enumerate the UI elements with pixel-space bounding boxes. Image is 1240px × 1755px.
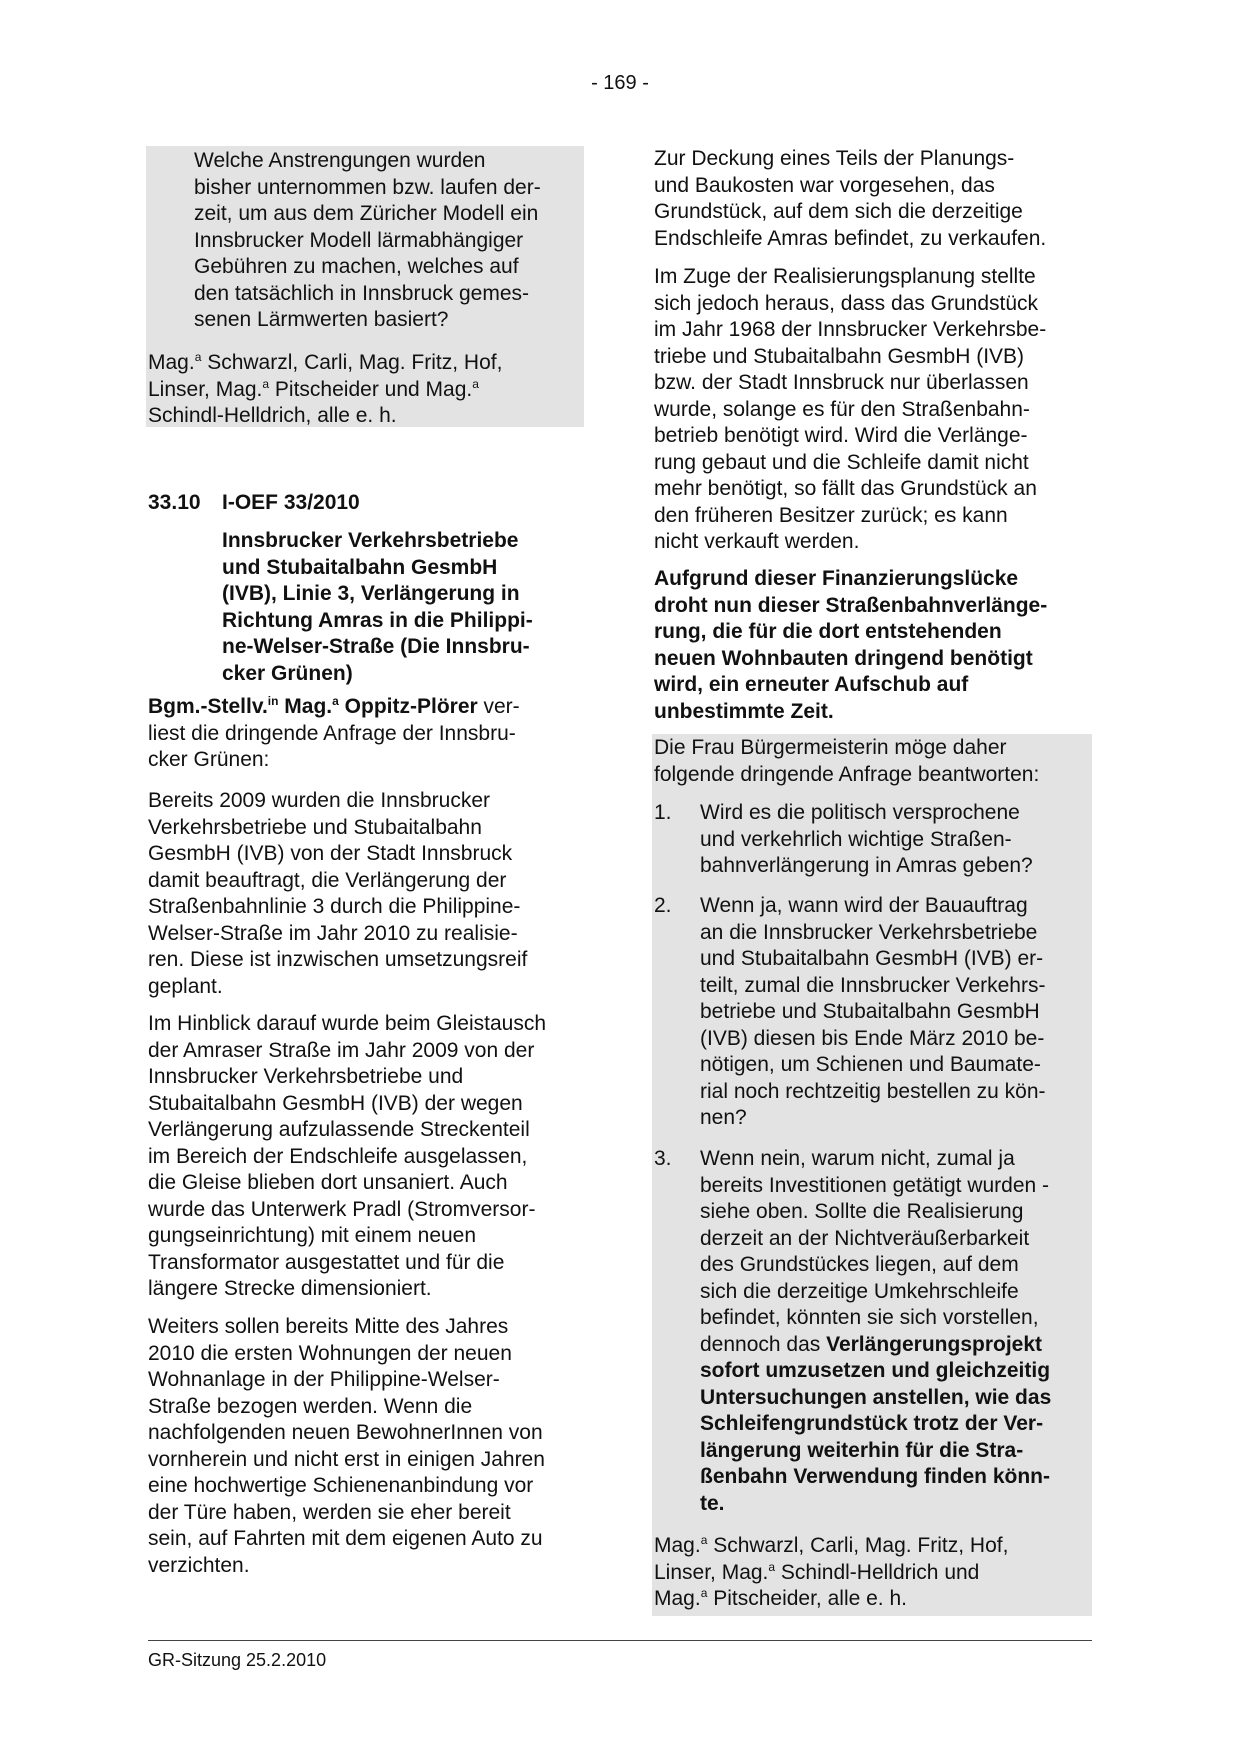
- text-line: teilt, zumal die Innsbrucker Verkehrs-: [700, 973, 1046, 997]
- text-line: und Stubaitalbahn GesmbH (IVB) er-: [700, 947, 1044, 970]
- text-line: ne-Welser-Straße (Die Innsbru-: [222, 635, 530, 658]
- text-line: Wohnanlage in der Philippine-Welser-: [148, 1368, 500, 1391]
- right-paragraph-2: [654, 264, 1046, 556]
- text-line: neuen Wohnbauten dringend benötigt: [654, 646, 1033, 670]
- text-line: wurde, solange es für den Straßenbahn-: [654, 397, 1030, 421]
- text-line: Wenn nein, warum nicht, zumal ja: [700, 1147, 1015, 1170]
- text-line: der Türe haben, werden sie eher bereit: [148, 1500, 511, 1524]
- text-line: an die Innsbrucker Verkehrsbetriebe: [700, 920, 1038, 944]
- text-line: unbestimmte Zeit.: [654, 699, 834, 723]
- text-line: des Grundstückes liegen, auf dem: [700, 1253, 1019, 1276]
- speaker-intro: Bgm.-Stellv.$^{in}$ Mag.$^a$ Oppitz-Plörer ver- liest die dringende Anfrage der Innsbru- cker Grünen:: [148, 694, 520, 771]
- text-line: und verkehrlich wichtige Straßen-: [700, 827, 1012, 851]
- text-line: geplant.: [148, 974, 223, 998]
- text-line: vornherein und nicht erst in einigen Jahren: [148, 1447, 545, 1471]
- text-line: sofort umzusetzen und gleichzeitig: [700, 1359, 1051, 1382]
- text-line: mehr benötigt, so fällt das Grundstück an: [654, 477, 1037, 500]
- question-2: 2. Wenn ja, wann wird der Bauauftrag an die Innsbrucker Verkehrsbetriebe und Stubaitalbahn GesmbH (IVB) er- teilt, zumal die Innsbrucker Verkehrs- betriebe und Stubaitalbahn GesmbH (IVB) diesen bis Ende März 2010 be- nötigen, um Schienen und Baumate- rial noch rechtzeitig bestellen zu kön- nen?: [654, 893, 1084, 1132]
- text-line: bereits Investitionen getätigt wurden -: [700, 1173, 1050, 1197]
- text-line: Untersuchungen anstellen, wie das: [700, 1385, 1052, 1409]
- question-text: [194, 148, 541, 334]
- text-line: und Stubaitalbahn GesmbH: [222, 555, 498, 579]
- text-line: den tatsächlich in Innsbruck gemes-: [194, 281, 530, 305]
- text-line: ren. Diese ist inzwischen umsetzungsreif: [148, 948, 528, 971]
- text-line: Innsbrucker Modell lärmabhängiger: [194, 228, 524, 252]
- footer-text: GR-Sitzung 25.2.2010: [148, 1650, 327, 1670]
- text-line: wurde das Unterwerk Pradl (Stromversor-: [148, 1197, 536, 1221]
- paragraph-1: [148, 788, 527, 1000]
- text-line: Innsbrucker Verkehrsbetriebe: [222, 529, 519, 552]
- text-line: bisher unternommen bzw. laufen der-: [194, 175, 541, 199]
- text-line: verzichten.: [148, 1553, 250, 1577]
- question-3: 3. Wenn nein, warum nicht, zumal ja bereits Investitionen getätigt wurden - siehe oben. Sollte die Realisierung derzeit an der Nichtveräußerbarkeit des Grundstückes liegen, auf dem sich die derzeitige Umkehrschleife befindet, könnten sie sich vorstellen, dennoch das Verlängerungsprojekt sofort umzusetzen und gleichzeitig Untersuchungen anstellen, wie das Schleifengrundstück trotz der Ver- längerung weiterhin für die Stra- ßenbahn Verwendung finden könn- te.: [654, 1146, 1084, 1517]
- text-line: (IVB) diesen bis Ende März 2010 be-: [700, 1026, 1045, 1050]
- text-line: bahnverlängerung in Amras geben?: [700, 854, 1033, 877]
- text-line: Im Zuge der Realisierungsplanung stellte: [654, 265, 1036, 288]
- text-line: längerung weiterhin für die Stra-: [700, 1438, 1024, 1462]
- text-line: cker Grünen): [222, 661, 353, 685]
- text-line: rung, die für die dort entstehenden: [654, 620, 1002, 643]
- text-line: gungseinrichtung) mit einem neuen: [148, 1224, 477, 1247]
- text-line: Straßenbahnlinie 3 durch die Philippine-: [148, 895, 521, 918]
- text-line: Richtung Amras in die Philippi-: [222, 608, 533, 632]
- text-line: sich die derzeitige Umkehrschleife: [700, 1279, 1019, 1303]
- text-line: Im Hinblick darauf wurde beim Gleistausch: [148, 1012, 546, 1035]
- text-line: folgende dringende Anfrage beantworten:: [654, 762, 1040, 786]
- text-line: sein, auf Fahrten mit dem eigenen Auto zu: [148, 1527, 543, 1550]
- signers-right: Mag.$^a$ Schwarzl, Carli, Mag. Fritz, Hof, Linser, Mag.$^a$ Schindl-Helldrich und Mag.$^a$ Pitscheider, alle e. h.: [654, 1533, 1009, 1610]
- text-line: Stubaitalbahn GesmbH (IVB) der wegen: [148, 1091, 523, 1115]
- text-line: Aufgrund dieser Finanzierungslücke: [654, 567, 1019, 590]
- text-line: nötigen, um Schienen und Baumate-: [700, 1053, 1041, 1076]
- text-line: den früheren Besitzer zurück; es kann: [654, 503, 1008, 527]
- section-number: 33.10: [148, 491, 201, 514]
- text-line: die Gleise blieben dort unsaniert. Auch: [148, 1171, 508, 1194]
- text-line: te.: [700, 1491, 725, 1515]
- text-line: Die Frau Bürgermeisterin möge daher: [654, 736, 1007, 759]
- text-line: Welser-Straße im Jahr 2010 zu realisie-: [148, 921, 518, 945]
- text-line: Gebühren zu machen, welches auf: [194, 255, 519, 278]
- text-line: Transformator ausgestattet und für die: [148, 1250, 505, 1274]
- text-line: rial noch rechtzeitig bestellen zu kön-: [700, 1079, 1046, 1103]
- text-line: Grundstück, auf dem sich die derzeitige: [654, 200, 1023, 223]
- text-line: bzw. der Stadt Innsbruck nur überlassen: [654, 371, 1029, 394]
- text-line: Verkehrsbetriebe und Stubaitalbahn: [148, 815, 482, 839]
- text-line: betrieb benötigt wird. Wird die Verlänge-: [654, 424, 1028, 447]
- text-line: betriebe und Stubaitalbahn GesmbH: [700, 1000, 1040, 1023]
- text-line: Innsbrucker Verkehrsbetriebe und: [148, 1065, 464, 1088]
- text-line: der Amraser Straße im Jahr 2009 von der: [148, 1038, 535, 1062]
- text-line: Schleifengrundstück trotz der Ver-: [700, 1412, 1044, 1435]
- text-line: Bereits 2009 wurden die Innsbrucker: [148, 789, 491, 812]
- text-line: GesmbH (IVB) von der Stadt Innsbruck: [148, 842, 513, 865]
- text-line: Verlängerung aufzulassende Streckenteil: [148, 1118, 530, 1141]
- text-line: ßenbahn Verwendung finden könn-: [700, 1465, 1050, 1488]
- text-line: nachfolgenden neuen BewohnerInnen von: [148, 1421, 543, 1444]
- text-line: zeit, um aus dem Züricher Modell ein: [194, 202, 539, 225]
- paragraph-2: [148, 1011, 546, 1303]
- text-line: siehe oben. Sollte die Realisierung: [700, 1200, 1024, 1223]
- request-intro: [654, 735, 1039, 788]
- text-line: nen?: [700, 1106, 747, 1129]
- text-line: und Baukosten war vorgesehen, das: [654, 173, 995, 197]
- text-line: eine hochwertige Schienenanbindung vor: [148, 1474, 534, 1497]
- question-1: 1. Wird es die politisch versprochene und verkehrlich wichtige Straßen- bahnverlängerung in Amras geben?: [654, 800, 1084, 880]
- footer-divider: [148, 1640, 1092, 1641]
- text-line: im Bereich der Endschleife ausgelassen,: [148, 1144, 528, 1168]
- text-line: (IVB), Linie 3, Verlängerung in: [222, 582, 520, 605]
- text-line: nicht verkauft werden.: [654, 530, 860, 553]
- text-line: Straße bezogen werden. Wenn die: [148, 1394, 473, 1418]
- right-paragraph-1: [654, 146, 1046, 252]
- text-line: 2010 die ersten Wohnungen der neuen: [148, 1341, 512, 1365]
- text-line: Wenn ja, wann wird der Bauauftrag: [700, 894, 1028, 917]
- paragraph-3: [148, 1314, 545, 1579]
- text-line: triebe und Stubaitalbahn GesmbH (IVB): [654, 344, 1025, 368]
- text-line: derzeit an der Nichtveräußerbarkeit: [700, 1226, 1030, 1250]
- text-line: Weiters sollen bereits Mitte des Jahres: [148, 1315, 509, 1338]
- section-title: [222, 528, 533, 687]
- page-number: - 169 -: [591, 72, 649, 94]
- text-line: Welche Anstrengungen wurden: [194, 149, 486, 172]
- text-line: Endschleife Amras befindet, zu verkaufen.: [654, 226, 1047, 250]
- signers-left: Mag.$^a$ Schwarzl, Carli, Mag. Fritz, Hof, Linser, Mag.$^a$ Pitscheider und Mag.$^a$ Schindl-Helldrich, alle e. h.: [148, 350, 503, 427]
- text-line: droht nun dieser Straßenbahnverlänge-: [654, 593, 1048, 617]
- text-line: im Jahr 1968 der Innsbrucker Verkehrsbe-: [654, 318, 1047, 341]
- text-line: längere Strecke dimensioniert.: [148, 1277, 432, 1300]
- text-line: Zur Deckung eines Teils der Planungs-: [654, 147, 1015, 170]
- section-id: I-OEF 33/2010: [222, 491, 360, 514]
- text-line: rung gebaut und die Schleife damit nicht: [654, 450, 1029, 474]
- text-line: sich jedoch heraus, dass das Grundstück: [654, 291, 1039, 315]
- bold-paragraph: [654, 566, 1047, 725]
- text-line: Wird es die politisch versprochene: [700, 801, 1020, 824]
- text-line: damit beauftragt, die Verlängerung der: [148, 868, 507, 892]
- text-line: senen Lärmwerten basiert?: [194, 308, 449, 331]
- text-line: befindet, könnten sie sich vorstellen,: [700, 1306, 1039, 1329]
- text-line: wird, ein erneuter Aufschub auf: [654, 673, 969, 696]
